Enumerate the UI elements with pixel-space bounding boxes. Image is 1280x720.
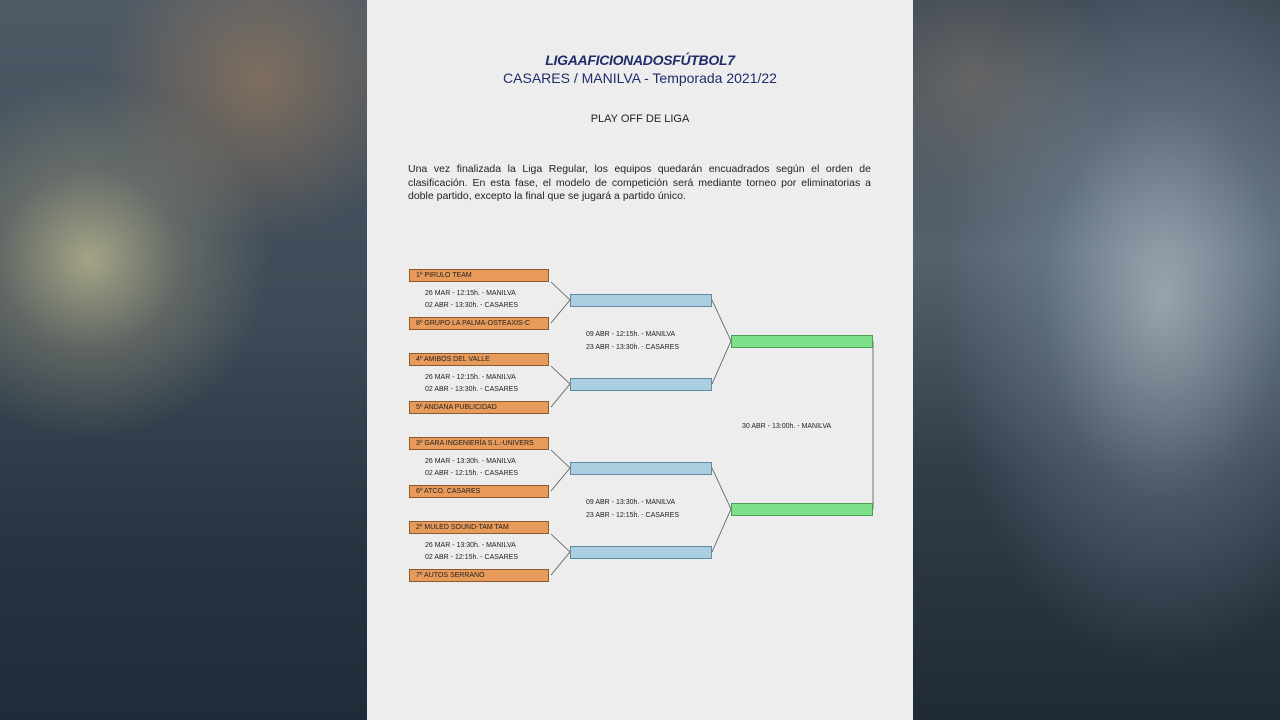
- quarter-1-leg-2: 02 ABR - 13:30h. - CASARES: [425, 302, 518, 309]
- team-seed-7: 7º AUTOS SERRANO: [409, 569, 549, 582]
- semi-1-leg-2: 23 ABR - 13:30h. - CASARES: [586, 344, 679, 351]
- quarter-2-winner-slot: [570, 378, 712, 391]
- document-page: [367, 0, 913, 720]
- team-seed-2: 2º MULED SOUND-TAM TAM: [409, 521, 549, 534]
- document-title: LIGAAFICIONADOSFÚTBOL7: [545, 52, 735, 68]
- background-left: [0, 0, 367, 720]
- quarter-2-leg-1: 26 MAR - 12:15h. - MANILVA: [425, 374, 516, 381]
- document-subtitle: CASARES / MANILVA - Temporada 2021/22: [503, 70, 777, 86]
- team-seed-3: 3º GARA INGENIERÍA S.L.-UNIVERS: [409, 437, 549, 450]
- final-schedule: 30 ABR - 13:00h. - MANILVA: [742, 423, 832, 430]
- quarter-3-leg-1: 26 MAR - 13:30h. - MANILVA: [425, 458, 516, 465]
- semi-1-leg-1: 09 ABR - 12:15h. - MANILVA: [586, 331, 676, 338]
- section-heading: PLAY OFF DE LIGA: [590, 113, 690, 125]
- team-seed-8: 8º GRUPO LA PALMA-OSTEAXIS-C: [409, 317, 549, 330]
- semi-2-leg-2: 23 ABR - 12:15h. - CASARES: [586, 512, 679, 519]
- quarter-1-leg-1: 26 MAR - 12:15h. - MANILVA: [425, 290, 516, 297]
- intro-paragraph: Una vez finalizada la Liga Regular, los equipos quedarán encuadrados según el orden de clasificación. En esta fase, el modelo de competición será mediante torneo por eliminatorias a doble partido, excepto la final que se jugará a partido único.: [408, 163, 871, 203]
- quarter-4-leg-1: 26 MAR - 13:30h. - MANILVA: [425, 542, 516, 549]
- semi-2-winner-slot: [731, 503, 873, 516]
- team-seed-1: 1º PIRULO TEAM: [409, 269, 549, 282]
- background-right: [913, 0, 1280, 720]
- team-seed-6: 6º ATCO. CASARES: [409, 485, 549, 498]
- quarter-4-leg-2: 02 ABR - 12:15h. - CASARES: [425, 554, 518, 561]
- team-seed-4: 4º AMIBOS DEL VALLE: [409, 353, 549, 366]
- team-seed-5: 5º ANDANA PUBLICIDAD: [409, 401, 549, 414]
- quarter-4-winner-slot: [570, 546, 712, 559]
- quarter-3-winner-slot: [570, 462, 712, 475]
- semi-1-winner-slot: [731, 335, 873, 348]
- semi-2-leg-1: 09 ABR - 13:30h. - MANILVA: [586, 499, 676, 506]
- quarter-1-winner-slot: [570, 294, 712, 307]
- quarter-2-leg-2: 02 ABR - 13:30h. - CASARES: [425, 386, 518, 393]
- quarter-3-leg-2: 02 ABR - 12:15h. - CASARES: [425, 470, 518, 477]
